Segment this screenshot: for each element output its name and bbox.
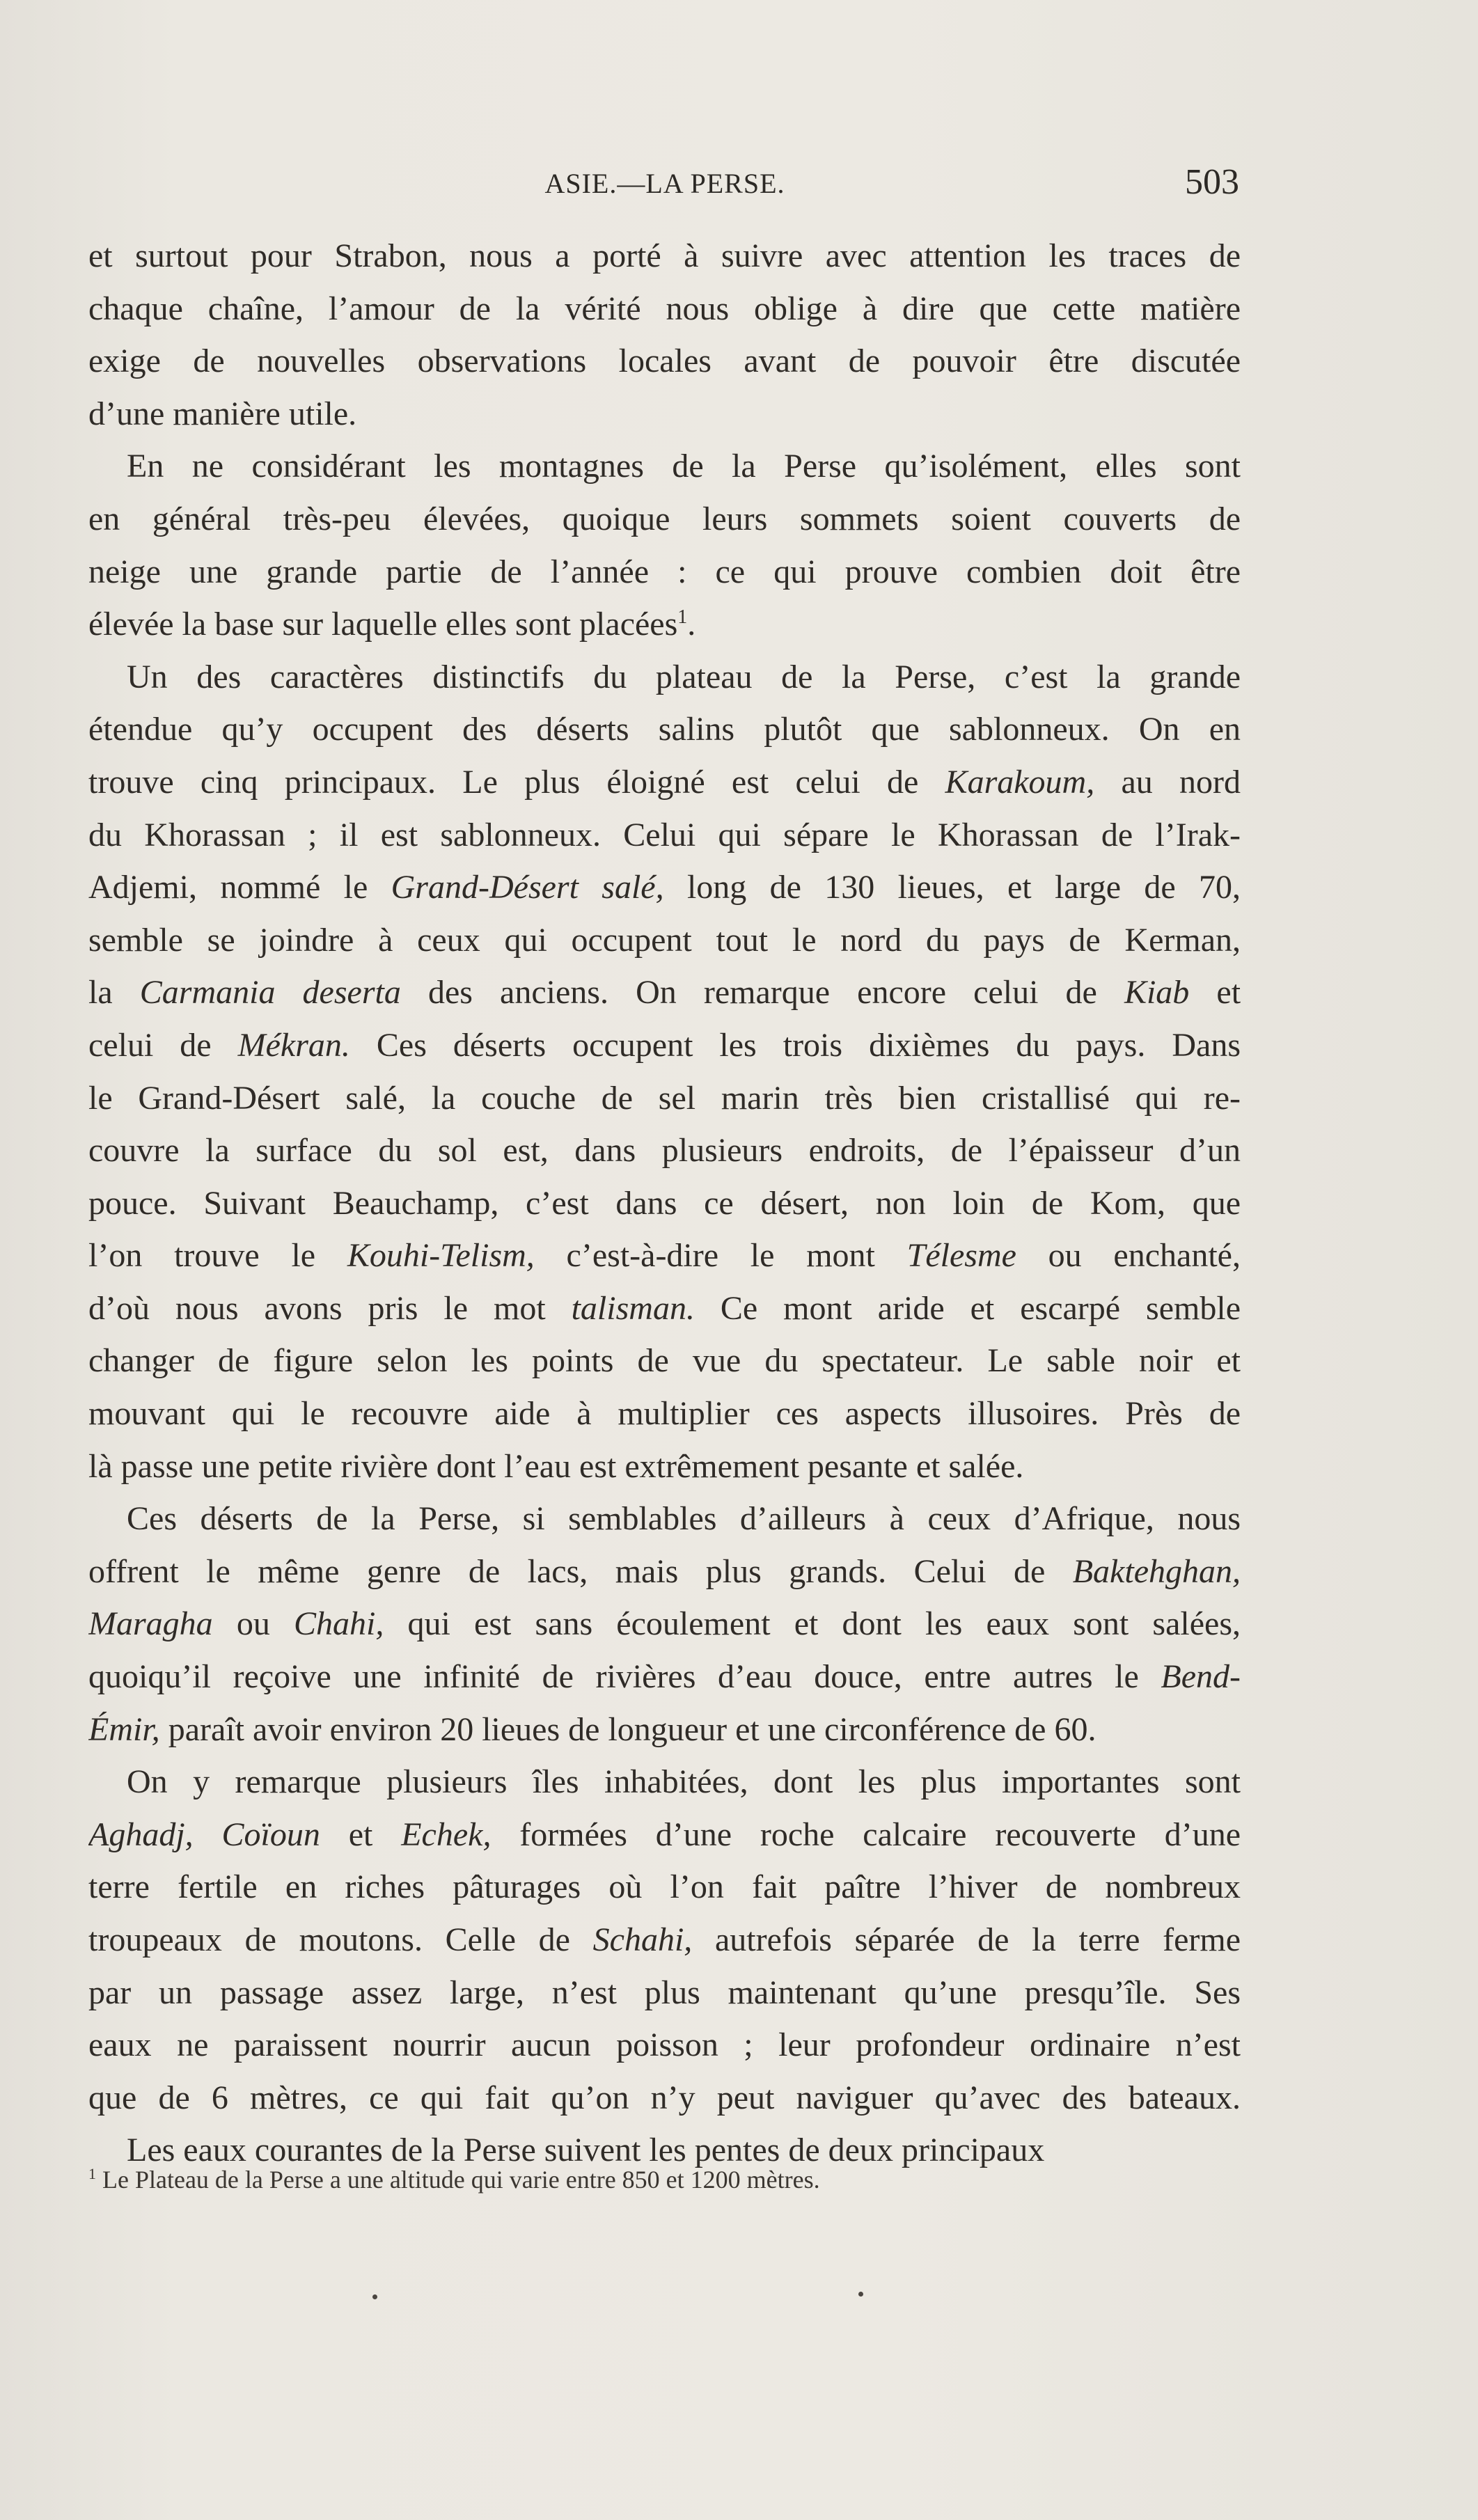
page-number: 503 xyxy=(1185,162,1239,202)
text-line: par un passage assez large, n’est plus maintenant qu’une presqu’île. Ses xyxy=(88,1974,1241,2011)
text-line: En ne considérant les montagnes de la Perse qu’isolément, elles sont xyxy=(127,448,1241,485)
text-line: Aghadj, Coïoun et Echek, formées d’une roche calcaire recouverte d’une xyxy=(88,1816,1241,1853)
text-line: exige de nouvelles observations locales avant de pouvoir être discutée xyxy=(88,342,1241,380)
text-line: étendue qu’y occupent des déserts salins plutôt que sablonneux. On en xyxy=(88,711,1241,748)
text-line: l’on trouve le Kouhi-Telism, c’est-à-dire le mont Télesme ou enchanté, xyxy=(88,1237,1241,1275)
text-line: neige une grande partie de l’année : ce qui prouve combien doit être xyxy=(88,553,1241,590)
paper-speck xyxy=(372,2294,377,2299)
text-line: semble se joindre à ceux qui occupent tout le nord du pays de Kerman, xyxy=(88,921,1241,959)
text-line: couvre la surface du sol est, dans plusieurs endroits, de l’épaisseur d’un xyxy=(88,1132,1241,1170)
text-line: chaque chaîne, l’amour de la vérité nous oblige à dire que cette matière xyxy=(88,290,1241,327)
text-line: quoiqu’il reçoive une infinité de rivières d’eau douce, entre autres le Bend- xyxy=(88,1658,1241,1696)
text-line: On y remarque plusieurs îles inhabitées, dont les plus importantes sont xyxy=(127,1763,1241,1801)
text-line: offrent le même genre de lacs, mais plus grands. Celui de Baktehghan, xyxy=(88,1552,1241,1590)
text-line: que de 6 mètres, ce qui fait qu’on n’y peut naviguer qu’avec des bateaux. xyxy=(88,2079,1241,2116)
text-line: en général très-peu élevées, quoique leurs sommets soient couverts de xyxy=(88,500,1241,537)
text-line: Adjemi, nommé le Grand-Désert salé, long de 130 lieues, et large de 70, xyxy=(88,869,1241,906)
text-line: Un des caractères distinctifs du plateau de la Perse, c’est la grande xyxy=(127,658,1241,695)
text-line: eaux ne paraissent nourrir aucun poisson ; leur profondeur ordinaire n’est xyxy=(88,2026,1241,2064)
footnote: $^1$ Le Plateau de la Perse a une altitude qui varie entre 850 et 1200 mètres. xyxy=(88,2165,820,2194)
text-line: celui de Mékran. Ces déserts occupent les trois dixièmes du pays. Dans xyxy=(88,1026,1241,1064)
paper-speck xyxy=(858,2292,863,2297)
text-line: troupeaux de moutons. Celle de Schahi, autrefois séparée de la terre ferme xyxy=(88,1921,1241,1958)
text-line: du Khorassan ; il est sablonneux. Celui qui sépare le Khorassan de l’Irak- xyxy=(88,816,1241,853)
body-text xyxy=(88,230,1241,2177)
text-line: le Grand-Désert salé, la couche de sel marin très bien cristallisé qui re- xyxy=(88,1079,1241,1117)
text-line: Maragha ou Chahi, qui est sans écoulement et dont les eaux sont salées, xyxy=(88,1605,1241,1643)
text-line: d’une manière utile. xyxy=(88,395,357,432)
text-line: Ces déserts de la Perse, si semblables d’ailleurs à ceux d’Afrique, nous xyxy=(127,1500,1241,1538)
text-line: trouve cinq principaux. Le plus éloigné est celui de Karakoum, au nord xyxy=(88,763,1241,801)
text-line: terre fertile en riches pâturages où l’on fait paître l’hiver de nombreux xyxy=(88,1868,1241,1906)
text-line: Émir, paraît avoir environ 20 lieues de longueur et une circonférence de 60. xyxy=(88,1710,1096,1748)
text-line: la Carmania deserta des anciens. On remarque encore celui de Kiab et xyxy=(88,974,1241,1011)
running-title: ASIE.—LA PERSE. xyxy=(544,168,785,199)
text-line: et surtout pour Strabon, nous a porté à suivre avec attention les traces de xyxy=(88,237,1241,274)
text-line: d’où nous avons pris le mot talisman. Ce mont aride et escarpé semble xyxy=(88,1289,1241,1327)
text-line: changer de figure selon les points de vue du spectateur. Le sable noir et xyxy=(88,1342,1241,1380)
text-line: pouce. Suivant Beauchamp, c’est dans ce désert, non loin de Kom, que xyxy=(88,1184,1241,1222)
page-header xyxy=(91,162,1239,203)
text-line: là passe une petite rivière dont l’eau est extrêmement pesante et salée. xyxy=(88,1447,1024,1485)
text-line: mouvant qui le recouvre aide à multiplier ces aspects illusoires. Près de xyxy=(88,1395,1241,1433)
text-line: élevée la base sur laquelle elles sont placées$^1$. xyxy=(88,606,696,643)
text-line: Les eaux courantes de la Perse suivent les pentes de deux principaux xyxy=(127,2132,1045,2169)
